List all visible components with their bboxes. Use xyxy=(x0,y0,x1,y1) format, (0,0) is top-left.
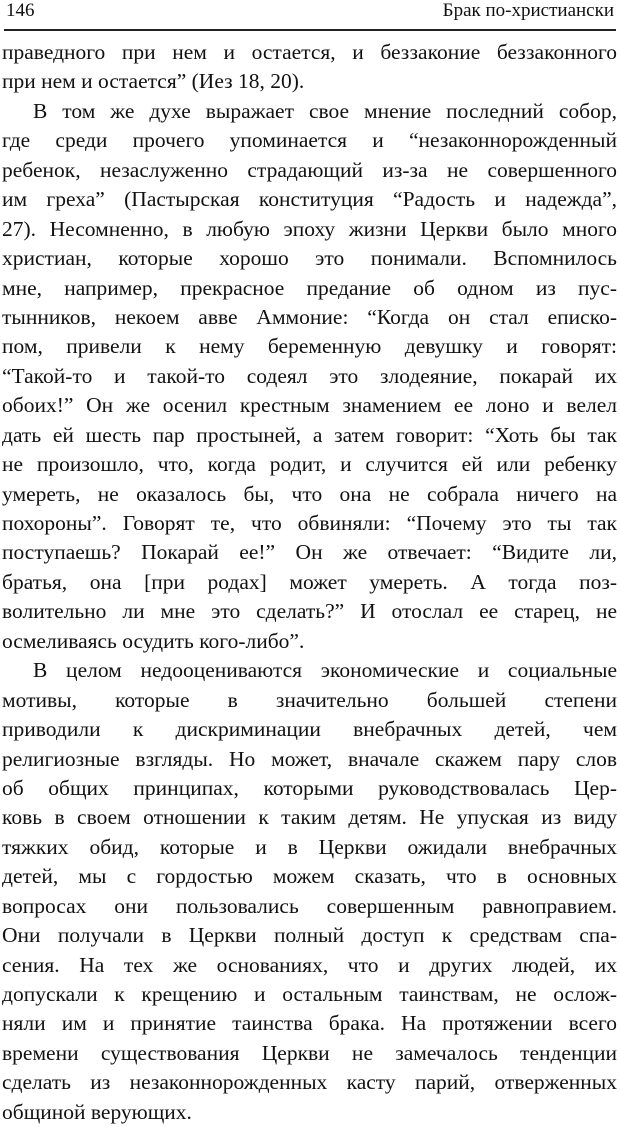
text-line: поступаешь? Покарай ее!” Он же отвечает: “Видите ли, xyxy=(2,540,617,565)
text-line: допускали к крещению и остальным таинствам, не ослож- xyxy=(2,982,617,1006)
text-line: не произошло, что, когда родит, и случится ей или ребенку xyxy=(2,452,617,477)
text-line: ребенок, незаслуженно страдающий из-за не совершенного xyxy=(2,157,617,182)
text-line: В целом недооцениваются экономические и социальные xyxy=(33,658,617,683)
text-line: им греха” (Пастырская конституция “Радость и надежда”, xyxy=(2,187,617,212)
text-line: дать ей шесть пар простыней, а затем говорит: “Хоть бы так xyxy=(2,422,617,447)
text-line: няли им и принятие таинства брака. На протяжении всего xyxy=(2,1011,617,1036)
text-line: сения. На тех же основаниях, что и других людей, их xyxy=(2,952,617,977)
running-title: Брак по-христиански xyxy=(442,0,614,21)
body-text xyxy=(0,38,620,1127)
page-number: 146 xyxy=(6,0,35,21)
text-line: при нем и остается” (Иез 18, 20). xyxy=(2,69,305,94)
text-line: где среди прочего упоминается и “незаконнорожденный xyxy=(2,128,617,153)
text-line: мотивы, которые в значительно большей степени xyxy=(2,687,617,712)
text-line: 27). Несомненно, в любую эпоху жизни Церкви было много xyxy=(2,216,617,241)
text-line: религиозные взгляды. Но может, вначале скажем пару слов xyxy=(2,746,617,771)
text-line: осмеливаясь осудить кого-либо”. xyxy=(2,628,305,653)
text-line: Они получали в Церкви полный доступ к средствам спа- xyxy=(2,923,617,948)
text-line: сделать из незаконнорожденных касту парий, отверженных xyxy=(2,1070,617,1095)
text-line: праведного при нем и остается, и беззаконие беззаконного xyxy=(2,40,617,64)
text-line: об общих принципах, которыми руководствовалась Цер- xyxy=(2,775,617,800)
text-line: В том же духе выражает свое мнение последний собор, xyxy=(33,98,617,123)
text-line: пом, привели к нему беременную девушку и говорят: xyxy=(2,334,617,359)
text-line: братья, она [при родах] может умереть. А тогда поз- xyxy=(2,569,617,594)
text-line: общиной верующих. xyxy=(2,1099,192,1124)
text-line: ковь в своем отношении к таким детям. Не упуская из виду xyxy=(2,805,617,830)
text-line: времени существования Церкви не замечалось тенденции xyxy=(2,1040,617,1065)
text-line: обоих!” Он же осенил крестным знамением ее лоно и велел xyxy=(2,393,617,418)
text-line: детей, мы с гордостью можем сказать, что в основных xyxy=(2,864,617,889)
text-line: тынников, некоем авве Аммоние: “Когда он стал еписко- xyxy=(2,304,617,329)
text-line: “Такой-то и такой-то содеял это злодеяние, покарай их xyxy=(2,363,617,388)
text-line: приводили к дискриминации внебрачных детей, чем xyxy=(2,717,617,742)
text-line: волительно ли мне это сделать?” И отослал ее старец, не xyxy=(2,599,617,624)
text-line: похороны”. Говорят те, что обвиняли: “Почему это ты так xyxy=(2,511,617,535)
text-line: вопросах они пользовались совершенным равноправием. xyxy=(2,893,617,918)
text-line: мне, например, прекрасное предание об одном из пус- xyxy=(2,275,617,300)
text-line: христиан, которые хорошо это понимали. Вспомнилось xyxy=(2,246,617,271)
header-rule xyxy=(4,29,616,31)
running-header xyxy=(6,0,614,30)
text-line: тяжких обид, которые и в Церкви ожидали внебрачных xyxy=(2,834,617,859)
text-line: умереть, не оказалось бы, что она не собрала ничего на xyxy=(2,481,617,506)
